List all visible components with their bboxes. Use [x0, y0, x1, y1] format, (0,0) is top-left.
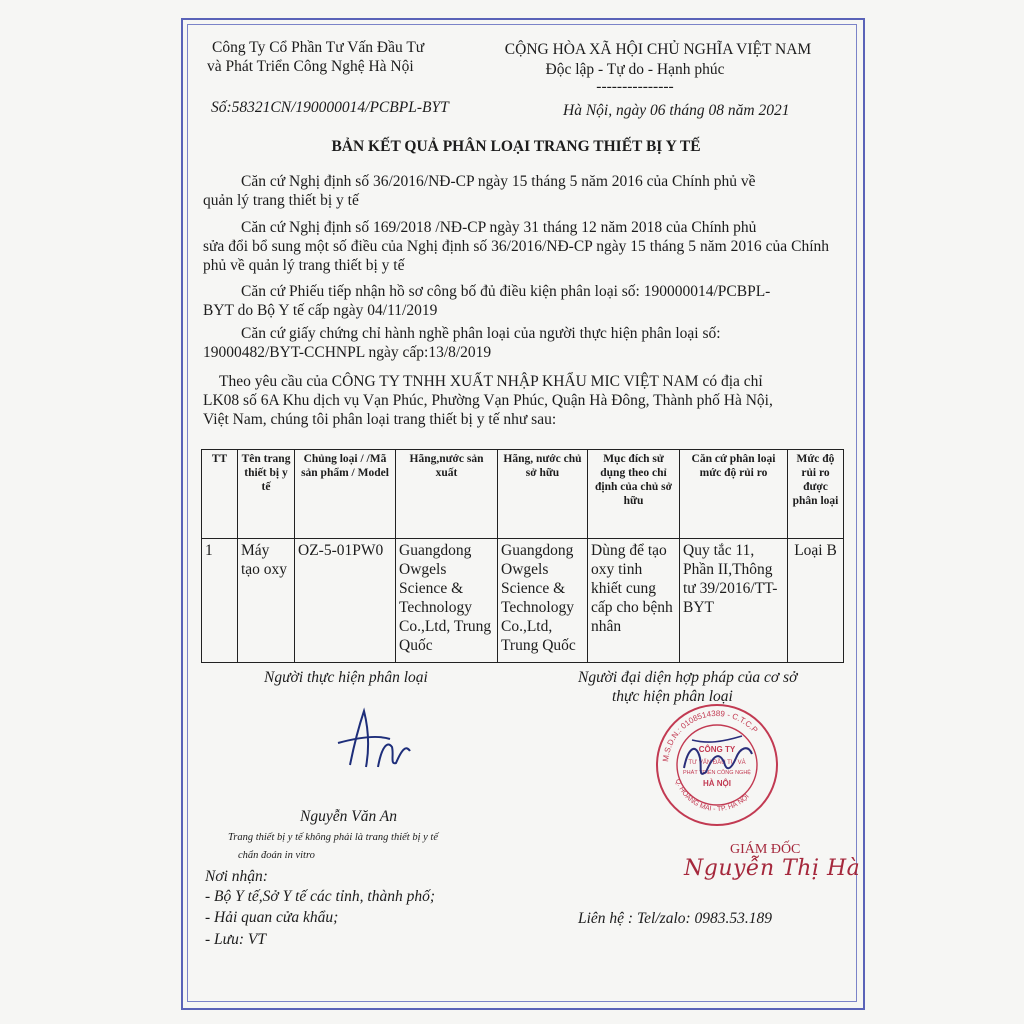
cell-owner: Guangdong Owgels Science & Technology Co.,Ltd, Trung Quốc	[498, 539, 588, 663]
nation-title: CỘNG HÒA XÃ HỘI CHỦ NGHĨA VIỆT NAM	[504, 41, 812, 58]
note-line2: chẩn đoán in vitro	[238, 850, 315, 861]
header-model: Chủng loại / /Mã sản phẩm / Model	[295, 450, 396, 539]
header-manufacturer: Hãng,nước sản xuất	[396, 450, 498, 539]
basis-2-line1: Căn cứ Nghị định số 169/2018 /NĐ-CP ngày 31 tháng 12 năm 2018 của Chính phủ	[241, 219, 757, 236]
request-line3: Việt Nam, chúng tôi phân loại trang thiết bị y tế như sau:	[203, 411, 557, 428]
header-risk-level: Mức độ rủi ro được phân loại	[788, 450, 844, 539]
director-title: GIÁM ĐỐC	[730, 842, 801, 857]
classifier-signature	[330, 705, 420, 775]
recipient-item: - Bộ Y tế,Sở Y tế các tỉnh, thành phố;	[205, 888, 435, 905]
place-and-date: Hà Nội, ngày 06 tháng 08 năm 2021	[563, 102, 790, 119]
recipient-item: - Lưu: VT	[205, 931, 266, 948]
note-line1: Trang thiết bị y tế không phải là trang thiết bị y tế	[228, 832, 438, 843]
document-number: Số:58321CN/190000014/PCBPL-BYT	[211, 99, 449, 116]
header-basis: Căn cứ phân loại mức độ rủi ro	[680, 450, 788, 539]
basis-1-rest: quản lý trang thiết bị y tế	[203, 192, 359, 209]
stamp-line3: PHÁT TRIỂN CÔNG NGHỆ	[683, 770, 751, 776]
cell-tt: 1	[202, 539, 238, 663]
recipient-item: - Hải quan cửa khẩu;	[205, 909, 339, 926]
cell-risk-level: Loại B	[788, 539, 844, 663]
basis-3-rest: BYT do Bộ Y tế cấp ngày 04/11/2019	[203, 302, 438, 319]
basis-4-line1: Căn cứ giấy chứng chỉ hành nghề phân loại của người thực hiện phân loại số:	[241, 325, 721, 342]
classification-table	[201, 449, 844, 663]
request-paragraph	[203, 372, 829, 429]
request-line1: Theo yêu cầu của CÔNG TY TNHH XUẤT NHẬP KHẨU MIC VIỆT NAM có địa chỉ	[219, 373, 763, 390]
stamp-ring-bottom: Q. HOÀNG MAI - TP. HÀ NỘI	[673, 778, 751, 814]
recipients-label: Nơi nhận:	[205, 868, 268, 885]
stamp-line2: TƯ VẤN ĐẦU TƯ VÀ	[688, 760, 746, 766]
company-name-line1: Công Ty Cổ Phần Tư Vấn Đầu Tư	[212, 39, 425, 56]
basis-3-line1: Căn cứ Phiếu tiếp nhận hồ sơ công bố đủ điều kiện phân loại số: 190000014/PCBPL-	[241, 283, 771, 300]
cell-device-name: Máy tạo oxy	[238, 539, 295, 663]
company-name-line2: và Phát Triển Công Nghệ Hà Nội	[207, 58, 414, 75]
cell-manufacturer: Guangdong Owgels Science & Technology Co.,Ltd, Trung Quốc	[396, 539, 498, 663]
representative-title-line1: Người đại diện hợp pháp của cơ sở	[578, 669, 798, 686]
header-tt: TT	[202, 450, 238, 539]
table-row	[202, 539, 844, 663]
contact-info: Liên hệ : Tel/zalo: 0983.53.189	[578, 910, 773, 927]
cell-purpose: Dùng để tạo oxy tinh khiết cung cấp cho bệnh nhân	[588, 539, 680, 663]
classifier-name: Nguyễn Văn An	[300, 808, 398, 825]
classifier-title: Người thực hiện phân loại	[264, 669, 428, 686]
basis-1-line1: Căn cứ Nghị định số 36/2016/NĐ-CP ngày 15 tháng 5 năm 2016 của Chính phủ về	[241, 173, 756, 190]
basis-paragraph-1	[203, 172, 829, 210]
header-device-name: Tên trang thiết bị y tế	[238, 450, 295, 539]
basis-4-rest: 19000482/BYT-CCHNPL ngày cấp:13/8/2019	[203, 344, 492, 361]
cell-basis: Quy tắc 11, Phần II,Thông tư 39/2016/TT-BYT	[680, 539, 788, 663]
header-purpose: Mục đích sử dụng theo chỉ định của chủ sở hữu	[588, 450, 680, 539]
cell-model: OZ-5-01PW0	[295, 539, 396, 663]
table-header-row	[202, 450, 844, 539]
stamp-ring-top: M.S.D.N.: 0108514389 - C.T.C.P	[661, 708, 760, 763]
representative-title-line2: thực hiện phân loại	[612, 688, 733, 705]
request-line2: LK08 số 6A Khu dịch vụ Vạn Phúc, Phường Vạn Phúc, Quận Hà Đông, Thành phố Hà Nội,	[203, 392, 773, 409]
director-name: Nguyễn Thị Hà	[684, 856, 861, 881]
basis-2-rest: sửa đổi bổ sung một số điều của Nghị định số 36/2016/NĐ-CP ngày 15 tháng 5 năm 2016 của Chính phủ về quản lý trang thiết bị y tế	[203, 238, 829, 274]
nation-motto: Độc lập - Tự do - Hạnh phúc	[545, 61, 725, 78]
basis-paragraph-2	[203, 218, 829, 275]
stamp-line4: HÀ NỘI	[703, 779, 731, 788]
header-owner: Hãng, nước chủ sở hữu	[498, 450, 588, 539]
basis-paragraph-4	[203, 324, 829, 362]
document-title: BẢN KẾT QUẢ PHÂN LOẠI TRANG THIẾT BỊ Y TẾ	[331, 138, 701, 155]
director-signature	[678, 728, 758, 788]
stamp-line1: CÔNG TY	[698, 745, 736, 754]
basis-paragraph-3	[203, 282, 829, 320]
nation-rule: ---------------	[596, 78, 674, 95]
